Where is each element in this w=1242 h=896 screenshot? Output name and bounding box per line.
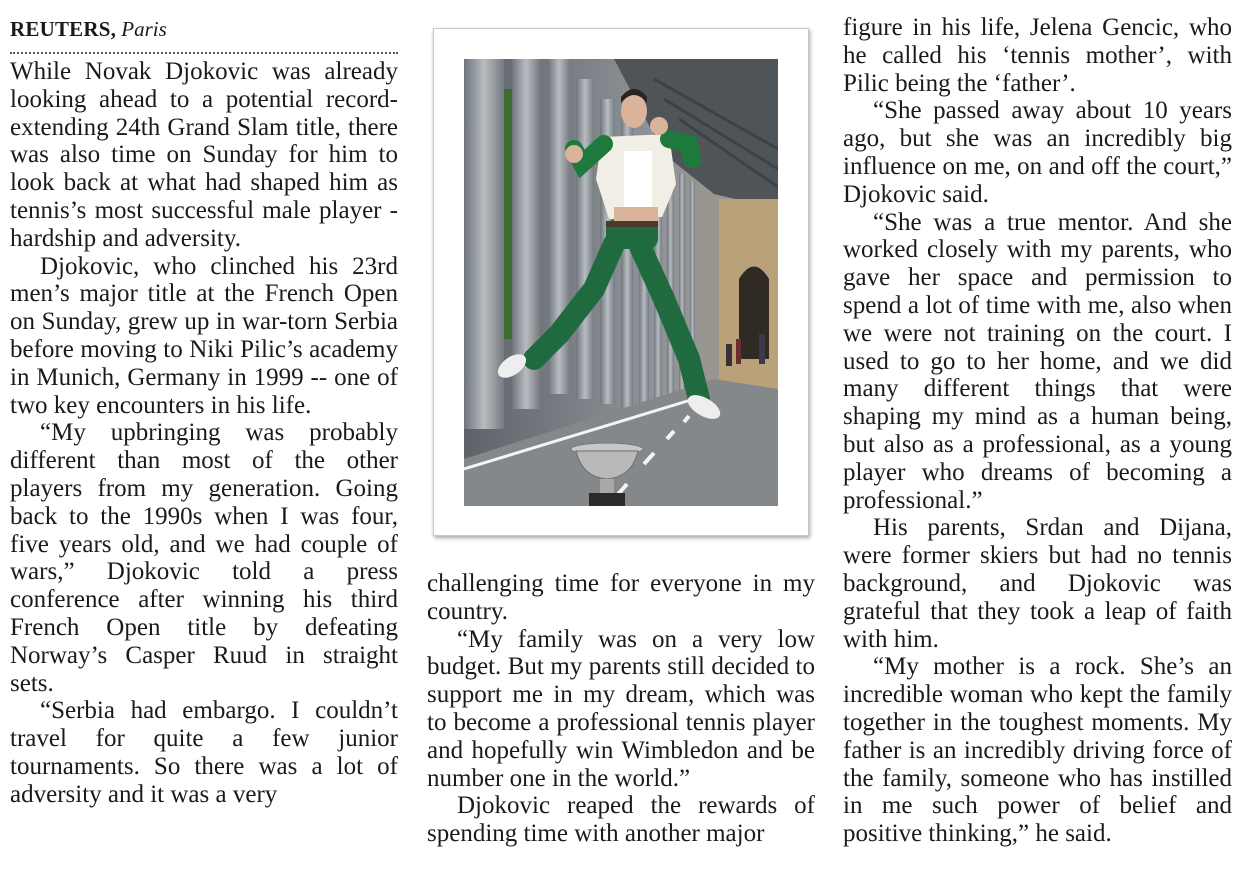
paragraph: “She passed away about 10 years ago, but she was an incredibly big influence on me, on and off the court,” Djokovic said.: [843, 97, 1232, 208]
article-column-1: [10, 14, 398, 809]
dateline-agency: REUTERS,: [10, 17, 117, 41]
paragraph: “Serbia had embargo. I couldn’t travel for quite a few junior tournaments. So there was a lot of adversity and it was a very: [10, 697, 398, 808]
dateline-city: Paris: [121, 17, 167, 41]
paragraph: While Novak Djokovic was already looking ahead to a potential record-extending 24th Grand Slam title, there was also time on Sunday for him to look back at what had shaped him as tennis’s most successful male player - hardship and adversity.: [10, 58, 398, 252]
paragraph: “My family was on a very low budget. But my parents still decided to support me in my dream, which was to become a professional tennis player and hopefully win Wimbledon and be number one in the world.”: [427, 625, 815, 792]
paragraph: Djokovic reaped the rewards of spending time with another major: [427, 792, 815, 848]
paragraph: “She was a true mentor. And she worked closely with my parents, who gave her space and permission to spend a lot of time with me, also when we were not training on the court. I used to go to her home, and we did many different things that were shaping my mind as a human being, but also as a professional, as a young player who dreams of becoming a professional.”: [843, 208, 1232, 514]
photo-frame: [433, 28, 809, 536]
paragraph: figure in his life, Jelena Gencic, who he called his ‘tennis mother’, with Pilic being the ‘father’.: [843, 14, 1232, 97]
paragraph: Djokovic, who clinched his 23rd men’s major title at the French Open on Sunday, grew up in war-torn Serbia before moving to Niki Pilic’s academy in Munich, Germany in 1999 -- one of two key encounters in his life.: [10, 252, 398, 419]
paragraph: “My upbringing was probably different than most of the other players from my generation. Going back to the 1990s when I was four, five years old, and we had couple of wars,” Djokovic told a press conference after winning his third French Open title by defeating Norway’s Casper Ruud in straight sets.: [10, 419, 398, 697]
news-photo: [464, 59, 778, 506]
article-column-3: [843, 14, 1232, 848]
paragraph: “My mother is a rock. She’s an incredible woman who kept the family together in the toughest moments. My father is an incredibly driving force of the family, someone who has instilled in me such power of belief and positive thinking,” he said.: [843, 653, 1232, 848]
article-column-2: [427, 570, 815, 848]
paragraph: His parents, Srdan and Dijana, were former skiers but had no tennis background, and Djokovic was grateful that they took a leap of faith with him.: [843, 514, 1232, 653]
dateline: [10, 16, 398, 54]
paragraph: challenging time for everyone in my country.: [427, 570, 815, 625]
photo-illustration: [464, 59, 778, 506]
